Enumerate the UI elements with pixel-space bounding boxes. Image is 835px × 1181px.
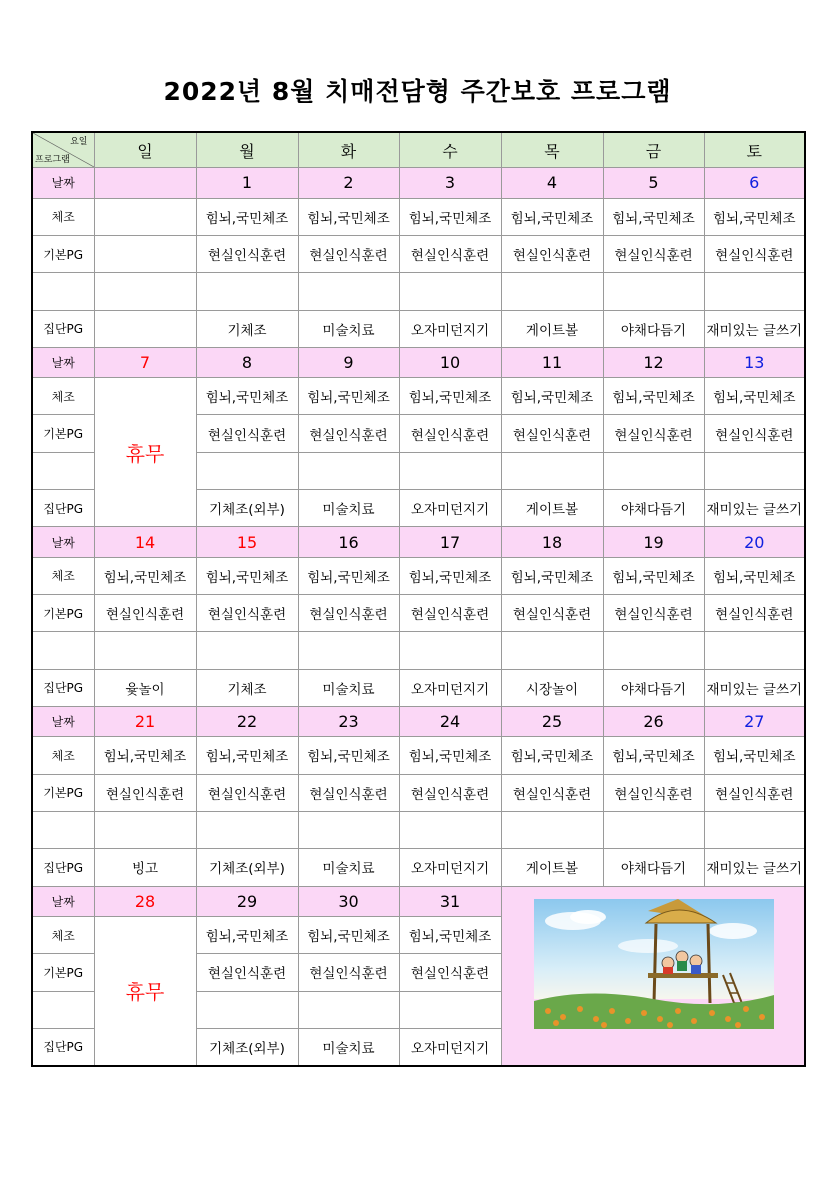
program-cell: 힘뇌,국민체조 bbox=[501, 198, 603, 235]
program-cell: 힘뇌,국민체조 bbox=[399, 916, 501, 953]
date-cell: 5 bbox=[603, 168, 704, 198]
row-label-date: 날짜 bbox=[32, 527, 94, 557]
date-cell: 29 bbox=[196, 886, 298, 916]
program-cell: 현실인식훈련 bbox=[399, 774, 501, 811]
day-header-fri: 금 bbox=[603, 132, 704, 168]
date-cell-saturday: 20 bbox=[704, 527, 805, 557]
group-row bbox=[32, 310, 805, 347]
blank-cell bbox=[196, 811, 298, 848]
blank-cell bbox=[196, 273, 298, 310]
program-cell: 야채다듬기 bbox=[603, 490, 704, 527]
date-cell: 10 bbox=[399, 347, 501, 377]
program-cell: 힘뇌,국민체조 bbox=[94, 737, 196, 774]
program-cell: 미술치료 bbox=[298, 669, 399, 706]
blank-row bbox=[32, 632, 805, 669]
date-cell: 17 bbox=[399, 527, 501, 557]
program-cell: 현실인식훈련 bbox=[298, 954, 399, 991]
blank-cell bbox=[298, 632, 399, 669]
program-cell: 게이트볼 bbox=[501, 310, 603, 347]
date-cell: 8 bbox=[196, 347, 298, 377]
date-cell: 16 bbox=[298, 527, 399, 557]
day-header-wed: 수 bbox=[399, 132, 501, 168]
blank-cell bbox=[399, 452, 501, 489]
blank-cell bbox=[704, 273, 805, 310]
program-cell: 현실인식훈련 bbox=[399, 415, 501, 452]
program-cell: 야채다듬기 bbox=[603, 310, 704, 347]
date-cell: 11 bbox=[501, 347, 603, 377]
program-cell: 현실인식훈련 bbox=[399, 235, 501, 272]
header-row bbox=[32, 132, 805, 168]
day-header-tue: 화 bbox=[298, 132, 399, 168]
program-cell: 야채다듬기 bbox=[603, 669, 704, 706]
blank-cell bbox=[399, 632, 501, 669]
blank-cell bbox=[94, 811, 196, 848]
program-cell: 재미있는 글쓰기 bbox=[704, 849, 805, 886]
program-cell: 힘뇌,국민체조 bbox=[196, 557, 298, 594]
schedule-table bbox=[31, 131, 806, 1067]
basic-row bbox=[32, 595, 805, 632]
date-cell: 19 bbox=[603, 527, 704, 557]
holiday-cell: 휴무 bbox=[94, 378, 196, 527]
exercise-row bbox=[32, 378, 805, 415]
date-cell: 24 bbox=[399, 707, 501, 737]
program-cell: 게이트볼 bbox=[501, 849, 603, 886]
program-cell: 윷놀이 bbox=[94, 669, 196, 706]
program-cell: 현실인식훈련 bbox=[298, 235, 399, 272]
program-cell: 현실인식훈련 bbox=[196, 595, 298, 632]
program-cell: 힘뇌,국민체조 bbox=[603, 198, 704, 235]
illustration-cell bbox=[501, 886, 805, 1066]
blank-row bbox=[32, 811, 805, 848]
program-cell: 힘뇌,국민체조 bbox=[94, 557, 196, 594]
program-cell: 현실인식훈련 bbox=[704, 595, 805, 632]
program-cell: 기체조 bbox=[196, 669, 298, 706]
program-cell: 현실인식훈련 bbox=[501, 235, 603, 272]
program-cell: 힘뇌,국민체조 bbox=[196, 737, 298, 774]
blank-cell bbox=[501, 273, 603, 310]
program-cell: 오자미던지기 bbox=[399, 1028, 501, 1066]
date-cell: 3 bbox=[399, 168, 501, 198]
program-cell: 힘뇌,국민체조 bbox=[399, 378, 501, 415]
row-label-exercise: 체조 bbox=[32, 737, 94, 774]
program-cell: 현실인식훈련 bbox=[603, 415, 704, 452]
group-row bbox=[32, 669, 805, 706]
program-cell: 야채다듬기 bbox=[603, 849, 704, 886]
program-cell: 힘뇌,국민체조 bbox=[704, 557, 805, 594]
group-row bbox=[32, 849, 805, 886]
date-cell: 12 bbox=[603, 347, 704, 377]
program-cell: 현실인식훈련 bbox=[298, 415, 399, 452]
day-header-sun: 일 bbox=[94, 132, 196, 168]
blank-cell bbox=[399, 811, 501, 848]
exercise-row bbox=[32, 737, 805, 774]
date-cell: 22 bbox=[196, 707, 298, 737]
program-cell: 게이트볼 bbox=[501, 490, 603, 527]
program-cell: 미술치료 bbox=[298, 1028, 399, 1066]
holiday-cell: 휴무 bbox=[94, 916, 196, 1066]
row-label-group: 집단PG bbox=[32, 669, 94, 706]
blank-cell bbox=[298, 273, 399, 310]
program-cell: 현실인식훈련 bbox=[603, 595, 704, 632]
program-cell: 빙고 bbox=[94, 849, 196, 886]
date-cell: 9 bbox=[298, 347, 399, 377]
program-cell: 힘뇌,국민체조 bbox=[196, 378, 298, 415]
program-cell: 현실인식훈련 bbox=[94, 595, 196, 632]
date-cell: 31 bbox=[399, 886, 501, 916]
program-cell: 현실인식훈련 bbox=[196, 235, 298, 272]
program-cell: 힘뇌,국민체조 bbox=[501, 378, 603, 415]
blank-cell bbox=[94, 632, 196, 669]
corner-program-label: 프로그램 bbox=[35, 155, 70, 166]
blank-cell bbox=[196, 991, 298, 1028]
corner-cell bbox=[32, 132, 94, 168]
blank-cell bbox=[196, 632, 298, 669]
program-cell bbox=[94, 235, 196, 272]
date-cell-sunday: 14 bbox=[94, 527, 196, 557]
date-row bbox=[32, 886, 805, 916]
date-cell-sunday: 28 bbox=[94, 886, 196, 916]
program-cell: 현실인식훈련 bbox=[298, 595, 399, 632]
date-cell: 26 bbox=[603, 707, 704, 737]
blank-cell bbox=[704, 811, 805, 848]
program-cell: 현실인식훈련 bbox=[298, 774, 399, 811]
date-row bbox=[32, 168, 805, 198]
blank-cell bbox=[603, 452, 704, 489]
blank-cell bbox=[298, 811, 399, 848]
blank-cell bbox=[704, 632, 805, 669]
program-cell: 힘뇌,국민체조 bbox=[603, 378, 704, 415]
date-cell bbox=[94, 168, 196, 198]
row-label-basic: 기본PG bbox=[32, 415, 94, 452]
program-cell: 현실인식훈련 bbox=[501, 774, 603, 811]
program-cell: 재미있는 글쓰기 bbox=[704, 490, 805, 527]
program-cell: 오자미던지기 bbox=[399, 310, 501, 347]
program-cell: 힘뇌,국민체조 bbox=[603, 557, 704, 594]
exercise-row bbox=[32, 557, 805, 594]
program-cell: 힘뇌,국민체조 bbox=[399, 557, 501, 594]
blank-cell bbox=[399, 273, 501, 310]
program-cell: 미술치료 bbox=[298, 490, 399, 527]
program-cell: 현실인식훈련 bbox=[704, 235, 805, 272]
program-cell: 현실인식훈련 bbox=[603, 235, 704, 272]
blank-cell bbox=[94, 273, 196, 310]
date-cell-holiday: 15 bbox=[196, 527, 298, 557]
program-cell: 재미있는 글쓰기 bbox=[704, 669, 805, 706]
program-cell: 현실인식훈련 bbox=[501, 595, 603, 632]
date-cell-saturday: 6 bbox=[704, 168, 805, 198]
program-cell: 힘뇌,국민체조 bbox=[298, 378, 399, 415]
blank-cell bbox=[32, 632, 94, 669]
program-cell: 현실인식훈련 bbox=[196, 774, 298, 811]
blank-cell bbox=[32, 273, 94, 310]
row-label-basic: 기본PG bbox=[32, 774, 94, 811]
program-cell: 힘뇌,국민체조 bbox=[196, 916, 298, 953]
row-label-exercise: 체조 bbox=[32, 557, 94, 594]
date-cell: 2 bbox=[298, 168, 399, 198]
row-label-group: 집단PG bbox=[32, 490, 94, 527]
blank-cell bbox=[501, 452, 603, 489]
row-label-date: 날짜 bbox=[32, 886, 94, 916]
program-cell: 시장놀이 bbox=[501, 669, 603, 706]
row-label-group: 집단PG bbox=[32, 1028, 94, 1066]
date-row bbox=[32, 707, 805, 737]
program-cell: 현실인식훈련 bbox=[399, 595, 501, 632]
date-cell: 4 bbox=[501, 168, 603, 198]
exercise-row bbox=[32, 198, 805, 235]
program-cell: 힘뇌,국민체조 bbox=[399, 198, 501, 235]
program-cell: 힘뇌,국민체조 bbox=[298, 198, 399, 235]
program-cell: 힘뇌,국민체조 bbox=[501, 737, 603, 774]
row-label-group: 집단PG bbox=[32, 310, 94, 347]
blank-cell bbox=[399, 991, 501, 1028]
blank-cell bbox=[603, 811, 704, 848]
program-cell: 현실인식훈련 bbox=[196, 954, 298, 991]
blank-cell bbox=[704, 452, 805, 489]
blank-cell bbox=[298, 991, 399, 1028]
program-cell: 기체조(외부) bbox=[196, 490, 298, 527]
program-cell: 힘뇌,국민체조 bbox=[704, 198, 805, 235]
row-label-date: 날짜 bbox=[32, 168, 94, 198]
corner-day-label: 요일 bbox=[70, 137, 88, 147]
blank-cell bbox=[603, 632, 704, 669]
gazebo-illustration bbox=[528, 891, 778, 1033]
program-cell bbox=[94, 310, 196, 347]
program-cell: 힘뇌,국민체조 bbox=[298, 557, 399, 594]
basic-row bbox=[32, 774, 805, 811]
program-cell bbox=[94, 198, 196, 235]
date-cell: 25 bbox=[501, 707, 603, 737]
program-cell: 힘뇌,국민체조 bbox=[298, 737, 399, 774]
row-label-basic: 기본PG bbox=[32, 235, 94, 272]
date-cell-sunday: 7 bbox=[94, 347, 196, 377]
date-cell: 23 bbox=[298, 707, 399, 737]
row-label-group: 집단PG bbox=[32, 849, 94, 886]
blank-cell bbox=[603, 273, 704, 310]
program-cell: 현실인식훈련 bbox=[196, 415, 298, 452]
program-cell: 힘뇌,국민체조 bbox=[298, 916, 399, 953]
program-cell: 오자미던지기 bbox=[399, 669, 501, 706]
row-label-date: 날짜 bbox=[32, 347, 94, 377]
row-label-exercise: 체조 bbox=[32, 916, 94, 953]
day-header-mon: 월 bbox=[196, 132, 298, 168]
program-cell: 재미있는 글쓰기 bbox=[704, 310, 805, 347]
date-row bbox=[32, 347, 805, 377]
program-cell: 현실인식훈련 bbox=[94, 774, 196, 811]
blank-cell bbox=[32, 991, 94, 1028]
program-cell: 기체조(외부) bbox=[196, 1028, 298, 1066]
date-cell-saturday: 13 bbox=[704, 347, 805, 377]
program-cell: 기체조(외부) bbox=[196, 849, 298, 886]
program-cell: 현실인식훈련 bbox=[603, 774, 704, 811]
page-title: 2022년 8월 치매전담형 주간보호 프로그램 bbox=[163, 77, 672, 106]
blank-cell bbox=[196, 452, 298, 489]
blank-cell bbox=[501, 811, 603, 848]
blank-cell bbox=[298, 452, 399, 489]
blank-cell bbox=[32, 811, 94, 848]
row-label-date: 날짜 bbox=[32, 707, 94, 737]
program-cell: 힘뇌,국민체조 bbox=[603, 737, 704, 774]
day-header-thu: 목 bbox=[501, 132, 603, 168]
program-cell: 기체조 bbox=[196, 310, 298, 347]
program-cell: 힘뇌,국민체조 bbox=[704, 378, 805, 415]
program-cell: 미술치료 bbox=[298, 310, 399, 347]
program-cell: 힘뇌,국민체조 bbox=[196, 198, 298, 235]
row-label-exercise: 체조 bbox=[32, 378, 94, 415]
row-label-basic: 기본PG bbox=[32, 595, 94, 632]
program-cell: 현실인식훈련 bbox=[704, 774, 805, 811]
date-cell-sunday: 21 bbox=[94, 707, 196, 737]
program-cell: 미술치료 bbox=[298, 849, 399, 886]
date-cell: 1 bbox=[196, 168, 298, 198]
blank-cell bbox=[501, 632, 603, 669]
basic-row bbox=[32, 235, 805, 272]
date-cell: 30 bbox=[298, 886, 399, 916]
program-cell: 오자미던지기 bbox=[399, 849, 501, 886]
date-row bbox=[32, 527, 805, 557]
program-cell: 오자미던지기 bbox=[399, 490, 501, 527]
date-cell-saturday: 27 bbox=[704, 707, 805, 737]
program-cell: 현실인식훈련 bbox=[501, 415, 603, 452]
blank-cell bbox=[32, 452, 94, 489]
program-cell: 현실인식훈련 bbox=[399, 954, 501, 991]
day-header-sat: 토 bbox=[704, 132, 805, 168]
program-cell: 힘뇌,국민체조 bbox=[399, 737, 501, 774]
program-cell: 현실인식훈련 bbox=[704, 415, 805, 452]
row-label-basic: 기본PG bbox=[32, 954, 94, 991]
date-cell: 18 bbox=[501, 527, 603, 557]
program-cell: 힘뇌,국민체조 bbox=[704, 737, 805, 774]
row-label-exercise: 체조 bbox=[32, 198, 94, 235]
program-cell: 힘뇌,국민체조 bbox=[501, 557, 603, 594]
blank-row bbox=[32, 273, 805, 310]
